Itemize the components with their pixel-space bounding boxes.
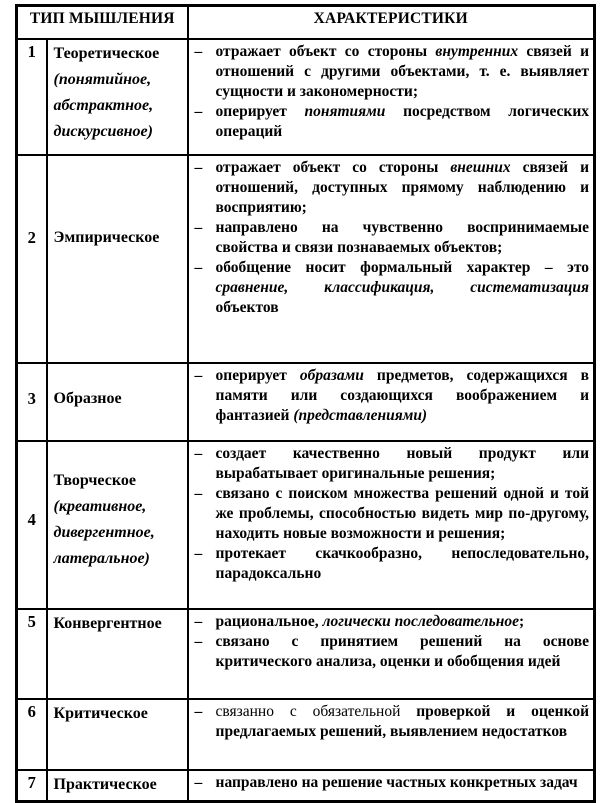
characteristic-text — [216, 632, 590, 672]
type-name: Практическое — [53, 776, 157, 793]
characteristic-item — [195, 102, 590, 142]
row-number-cell: 6 — [17, 699, 47, 770]
table-row — [17, 363, 595, 441]
text-segment: объектов — [215, 299, 279, 316]
text-segment: логически последовательное — [322, 613, 519, 630]
dash-bullet: – — [194, 613, 203, 630]
dash-bullet: – — [194, 445, 203, 462]
characteristic-text — [216, 258, 590, 318]
characteristics-cell — [188, 699, 595, 770]
dash-bullet: – — [194, 545, 203, 562]
characteristic-item — [195, 544, 590, 584]
characteristic-item — [195, 484, 590, 544]
characteristic-text — [216, 42, 590, 102]
column-header-characteristics: ХАРАКТЕРИСТИКИ — [188, 6, 595, 40]
characteristic-text — [216, 773, 590, 793]
dash-bullet: – — [194, 103, 203, 120]
type-name-cell — [47, 770, 188, 802]
text-segment: оперирует — [215, 367, 300, 384]
dash-bullet: – — [194, 43, 203, 60]
text-segment: связанно с обязательной — [215, 703, 417, 720]
text-segment: образами — [299, 367, 364, 384]
text-segment: связано с принятием решений на основе критического анализа, оценки и обобщения идей — [215, 633, 590, 670]
text-segment: обобщение носит формальный характер – это — [215, 259, 590, 276]
dash-bullet: – — [194, 633, 203, 650]
characteristic-item — [195, 218, 590, 258]
type-name: Образное — [53, 389, 122, 407]
characteristics-cell — [188, 363, 595, 441]
row-number-cell: 1 — [17, 39, 47, 155]
text-segment: предметов, содержащихся в памяти или создающихся воображением и фантазией — [215, 367, 590, 424]
text-segment: посредством логических операций — [215, 103, 590, 140]
characteristic-text — [216, 484, 590, 544]
type-name: Конвергентное — [53, 615, 162, 632]
characteristic-text — [216, 612, 590, 632]
type-name: Критическое — [53, 705, 148, 722]
characteristic-text — [216, 158, 590, 218]
characteristic-text — [216, 366, 590, 426]
characteristic-text — [216, 218, 590, 258]
characteristic-item — [195, 773, 590, 793]
dash-bullet: – — [194, 259, 203, 276]
type-subtitle: (креативное, дивергентное, латеральное) — [53, 497, 155, 567]
table-row — [17, 609, 595, 699]
type-name: Творческое — [53, 471, 136, 489]
characteristic-item — [195, 702, 590, 742]
column-header-type: ТИП МЫШЛЕНИЯ — [17, 6, 188, 40]
header-row — [17, 6, 595, 40]
row-number-cell: 3 — [17, 363, 47, 441]
row-number-cell: 2 — [17, 155, 47, 363]
characteristics-cell — [188, 609, 595, 699]
text-segment: связей и отношений, доступных прямому наблюдению и восприятию; — [215, 159, 590, 216]
text-segment: (представлениями) — [293, 407, 428, 424]
characteristic-text — [216, 444, 590, 484]
row-number-cell: 5 — [17, 609, 47, 699]
text-segment: связано с поиском множества решений одной и той же проблемы, способностью видеть мир по-другому, находить новые возможности и решения; — [215, 485, 590, 542]
characteristic-item — [195, 366, 590, 426]
dash-bullet: – — [194, 774, 203, 791]
type-name-cell — [47, 441, 188, 609]
table-body — [17, 39, 595, 802]
type-name-cell — [47, 609, 188, 699]
type-name: Теоретическое — [53, 45, 160, 62]
characteristic-text — [216, 544, 590, 584]
dash-bullet: – — [194, 367, 203, 384]
text-segment: направлено на решение частных конкретных задач — [215, 774, 578, 791]
characteristic-item — [195, 42, 590, 102]
dash-bullet: – — [194, 159, 203, 176]
characteristics-cell — [188, 770, 595, 802]
dash-bullet: – — [194, 703, 203, 720]
text-segment: внутренних — [435, 43, 519, 60]
table-row — [17, 39, 595, 155]
type-name-cell — [47, 363, 188, 441]
type-name-cell — [47, 155, 188, 363]
table-header — [17, 6, 595, 40]
text-segment: создает качественно новый продукт или вырабатывает оригинальные решения; — [215, 445, 590, 482]
characteristic-item — [195, 632, 590, 672]
text-segment: понятиями — [304, 103, 386, 120]
table-row — [17, 699, 595, 770]
table-row — [17, 770, 595, 802]
dash-bullet: – — [194, 485, 203, 502]
text-segment: направлено на чувственно воспринимаемые свойства и связи познаваемых объектов; — [215, 219, 590, 256]
text-segment: ; — [518, 613, 525, 630]
characteristics-cell — [188, 441, 595, 609]
text-segment: проверкой и оценкой предлагаемых решений, выявлением недостатков — [215, 703, 590, 740]
characteristics-cell — [188, 155, 595, 363]
characteristic-item — [195, 258, 590, 318]
text-segment: оперирует — [215, 103, 305, 120]
row-number-cell: 4 — [17, 441, 47, 609]
text-segment: рациональное, — [215, 613, 323, 630]
type-name: Эмпирическое — [53, 228, 160, 246]
table-row — [17, 441, 595, 609]
text-segment: сравнение, классификация, систематизация — [215, 279, 590, 296]
text-segment: внешних — [450, 159, 511, 176]
dash-bullet: – — [194, 219, 203, 236]
characteristic-item — [195, 612, 590, 632]
characteristic-item — [195, 444, 590, 484]
characteristic-text — [216, 102, 590, 142]
text-segment: отражает объект со стороны — [215, 43, 436, 60]
characteristic-item — [195, 158, 590, 218]
type-subtitle: (понятийное, абстрактное, дискурсивное) — [53, 71, 154, 140]
text-segment: отражает объект со стороны — [215, 159, 451, 176]
characteristics-cell — [188, 39, 595, 155]
row-number-cell: 7 — [17, 770, 47, 802]
text-segment: протекает скачкообразно, непоследовательно, парадоксально — [215, 545, 590, 582]
thinking-types-table — [15, 4, 596, 803]
type-name-cell — [47, 39, 188, 155]
text-segment: связей и отношений с другими объектами, т. е. выявляет сущности и закономерности; — [215, 43, 590, 100]
type-name-cell — [47, 699, 188, 770]
characteristic-text — [216, 702, 590, 742]
table-row — [17, 155, 595, 363]
